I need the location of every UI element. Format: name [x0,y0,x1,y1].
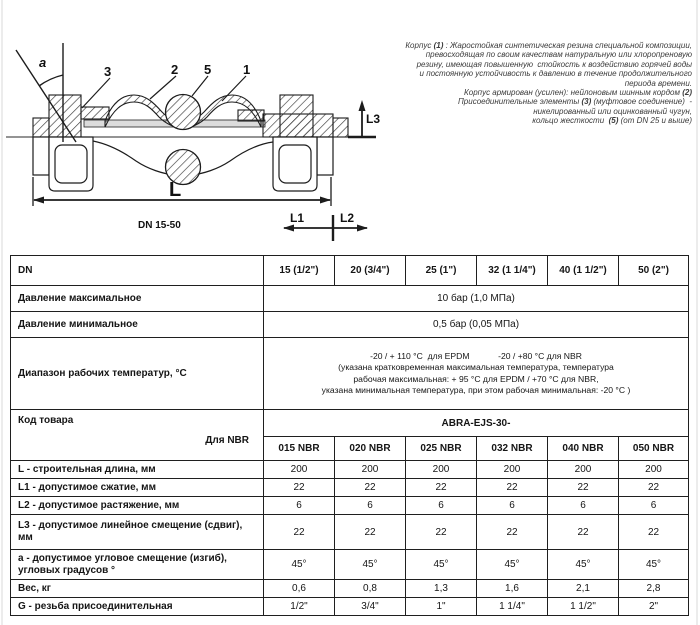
merged-value: 10 бар (1,0 МПа) [264,286,689,312]
page-edge-right [696,0,698,625]
description-segment: Корпус армирован (усилен): нейлоновым шинным кордом [464,88,683,98]
description-line [380,107,692,116]
row-label: L1 - допустимое сжатие, мм [11,479,264,497]
description-segment: никелированный или оцинкованный чугун, [533,106,692,116]
description-line [380,60,692,69]
dn-range-label: DN 15-50 [138,220,181,231]
description-segment: резину, имеющая повышенную стойкость к воздействию горячей воды [416,59,692,69]
value-cell: 45° [264,550,335,580]
temperature-line: рабочая максимальная: + 95 °C для EPDM / +70 °C для NBR, [353,373,599,384]
value-cell: 1/2" [264,598,335,616]
description-line [380,41,692,50]
product-code-title: Код товара [18,415,74,426]
value-cell: 45° [477,550,548,580]
technical-drawing [0,15,380,253]
value-cell: 0,6 [264,580,335,598]
column-header: 32 (1 1/4") [477,256,548,286]
value-cell: 6 [548,497,619,515]
value-cell: 22 [477,479,548,497]
value-cell: 3/4" [335,598,406,616]
description-segment: (1) [433,41,444,50]
value-cell: 0,8 [335,580,406,598]
description-line [380,50,692,59]
value-cell: 45° [406,550,477,580]
merged-value: 0,5 бар (0,05 МПа) [264,312,689,338]
part-label-1: 1 [243,62,251,77]
value-cell: 6 [264,497,335,515]
description [380,41,692,126]
part-label-3: 3 [104,64,112,79]
description-segment: : Жаростойкая синтетическая резина специальной композиции, [443,41,692,50]
product-code: 040 NBR [548,437,619,461]
description-segment: периода времени. [624,78,692,88]
spec-table-body [11,256,689,616]
description-segment: Присоединительные элементы [458,97,582,107]
value-cell: 22 [548,479,619,497]
value-cell: 6 [619,497,689,515]
description-segment: кольцо жесткости [532,116,609,126]
row-label: Диапазон рабочих температур, °С [11,338,264,410]
column-header: 40 (1 1/2") [548,256,619,286]
column-header: 50 (2") [619,256,689,286]
description-segment: (2) [682,88,692,98]
product-code-subtitle: Для NBR [205,435,249,446]
value-cell: 22 [477,515,548,550]
description-segment: (от DN 25 и выше) [618,116,692,126]
value-cell: 22 [264,515,335,550]
right-fitting-section [238,95,348,137]
value-cell: 1,3 [406,580,477,598]
column-header: 20 (3/4") [335,256,406,286]
value-cell: 200 [548,461,619,479]
description-line [380,116,692,125]
product-code: 032 NBR [477,437,548,461]
left-fitting-section [33,95,109,137]
value-cell: 200 [264,461,335,479]
value-cell: 22 [335,479,406,497]
product-code: 020 NBR [335,437,406,461]
row-label: L3 - допустимое линейное смещение (сдвиг), мм [11,515,264,550]
description-segment: Корпус [405,41,434,50]
value-cell: 200 [335,461,406,479]
product-code-label [11,410,264,461]
value-cell: 22 [619,515,689,550]
part-label-2: 2 [171,62,179,77]
row-label: G - резьба присоединительная [11,598,264,616]
value-cell: 6 [406,497,477,515]
description-line [380,88,692,97]
value-cell: 6 [477,497,548,515]
part-label-5: 5 [204,62,212,77]
value-cell: 45° [619,550,689,580]
angle-label: a [39,55,47,70]
value-cell: 200 [406,461,477,479]
temperature-line: -20 / + 110 °C для EPDM -20 / +80 °C для NBR [370,350,582,361]
row-label: a - допустимое угловое смещение (изгиб), угловых градусов ° [11,550,264,580]
product-code: 050 NBR [619,437,689,461]
value-cell: 1 1/4" [477,598,548,616]
dim-label-l1: L1 [290,211,305,225]
row-label: Давление минимальное [11,312,264,338]
row-label: L - строительная длина, мм [11,461,264,479]
column-header-dn: DN [11,256,264,286]
value-cell: 22 [264,479,335,497]
value-cell: 200 [619,461,689,479]
description-line [380,79,692,88]
description-line [380,69,692,78]
description-line [380,97,692,106]
description-segment: (муфтовое соединение) - [591,97,692,107]
value-cell: 1" [406,598,477,616]
value-cell: 2,1 [548,580,619,598]
value-cell: 22 [548,515,619,550]
dim-label-l: L [169,179,182,201]
description-segment: (5) [608,116,619,126]
value-cell: 200 [477,461,548,479]
temperature-value [264,338,689,410]
description-segment: превосходящая по своим качествам натуральную или хлоропреновую [425,50,692,60]
value-cell: 45° [548,550,619,580]
stiffening-ring-top [166,95,201,130]
spec-table [10,255,689,616]
value-cell: 22 [406,515,477,550]
value-cell: 6 [335,497,406,515]
value-cell: 22 [619,479,689,497]
value-cell: 2" [619,598,689,616]
value-cell: 1 1/2" [548,598,619,616]
value-cell: 45° [335,550,406,580]
description-segment: и постоянную устойчивость к давлению в течение продолжительного [419,69,692,79]
description-segment: (3) [581,97,592,107]
product-series: ABRA-EJS-30- [264,410,689,437]
value-cell: 22 [406,479,477,497]
column-header: 15 (1/2") [264,256,335,286]
product-code: 015 NBR [264,437,335,461]
value-cell: 2,8 [619,580,689,598]
temperature-line: (указана кратковременная максимальная температура, температура [338,362,614,372]
dim-label-l3: L3 [366,112,380,126]
value-cell: 1,6 [477,580,548,598]
product-code: 025 NBR [406,437,477,461]
row-label: L2 - допустимое растяжение, мм [11,497,264,515]
temperature-line: указана минимальная температура, при этом рабочая минимальная: -20 °C ) [321,385,631,395]
column-header: 25 (1") [406,256,477,286]
row-label: Давление максимальное [11,286,264,312]
row-label: Вес, кг [11,580,264,598]
value-cell: 22 [335,515,406,550]
dim-label-l2: L2 [340,211,355,225]
